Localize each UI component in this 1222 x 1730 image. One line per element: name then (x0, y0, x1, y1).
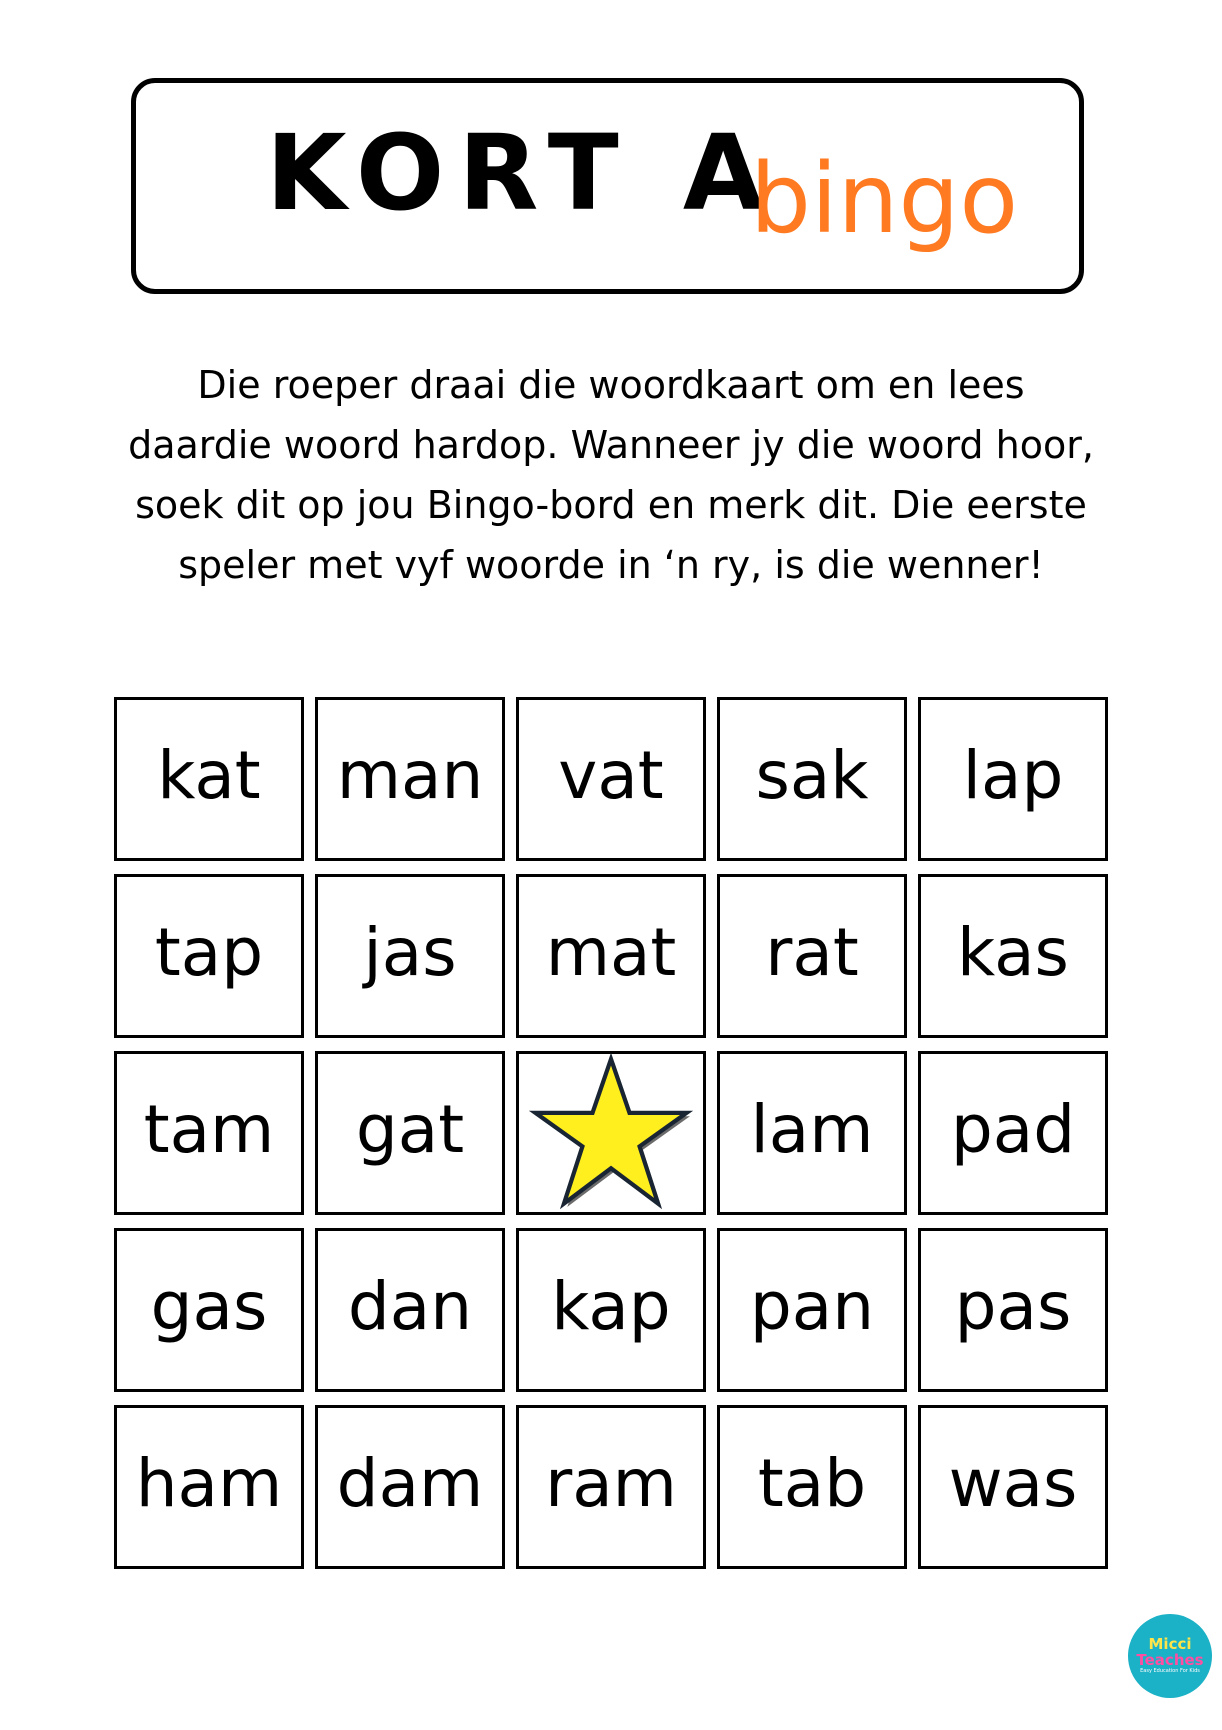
bingo-cell: sak (717, 697, 907, 861)
bingo-board (114, 697, 1106, 1569)
bingo-cell: dan (315, 1228, 505, 1392)
bingo-cell: mat (516, 874, 706, 1038)
bingo-cell: ram (516, 1405, 706, 1569)
bingo-cell: lap (918, 697, 1108, 861)
bingo-cell: gas (114, 1228, 304, 1392)
bingo-cell: man (315, 697, 505, 861)
star-icon (527, 1049, 695, 1217)
bingo-cell-free-space (516, 1051, 706, 1215)
bingo-cell: kas (918, 874, 1108, 1038)
bingo-cell: tap (114, 874, 304, 1038)
bingo-cell: tam (114, 1051, 304, 1215)
bingo-cell: lam (717, 1051, 907, 1215)
logo-tagline: Easy Education For Kids (1140, 1668, 1200, 1674)
page-subtitle: bingo (750, 143, 1019, 255)
bingo-cell: vat (516, 697, 706, 861)
logo-line-2: Teaches (1136, 1651, 1204, 1669)
bingo-cell: pad (918, 1051, 1108, 1215)
bingo-cell: pas (918, 1228, 1108, 1392)
bingo-cell: ham (114, 1405, 304, 1569)
bingo-cell: tab (717, 1405, 907, 1569)
page-title: KORT A (266, 112, 778, 234)
instructions-text: Die roeper draai die woordkaart om en lees daardie woord hardop. Wanneer jy die woord hoor, soek dit op jou Bingo-bord en merk dit. Die eerste speler met vyf woorde in ‘n ry, is die wenner! (128, 363, 1094, 587)
bingo-cell: kap (516, 1228, 706, 1392)
bingo-cell: gat (315, 1051, 505, 1215)
title-box (131, 78, 1084, 294)
micci-teaches-logo (1128, 1614, 1212, 1698)
bingo-cell: kat (114, 697, 304, 861)
bingo-cell: was (918, 1405, 1108, 1569)
bingo-cell: rat (717, 874, 907, 1038)
logo-line-1: Micci (1148, 1635, 1192, 1653)
bingo-cell: pan (717, 1228, 907, 1392)
bingo-cell: jas (315, 874, 505, 1038)
bingo-cell: dam (315, 1405, 505, 1569)
